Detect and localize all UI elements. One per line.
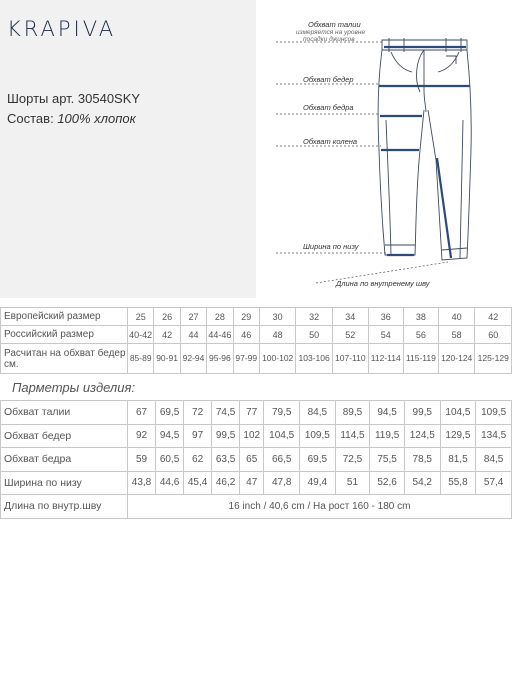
table-cell: 60,5 (156, 448, 184, 472)
table-cell: 40 (438, 308, 474, 326)
table-cell: 112-114 (368, 344, 403, 374)
table-cell: 50 (296, 326, 332, 344)
table-cell: 46,2 (212, 471, 240, 495)
table-cell: 75,5 (370, 448, 405, 472)
table-cell: 58 (438, 326, 474, 344)
table-cell: 63,5 (212, 448, 240, 472)
table-cell: 44 (180, 326, 206, 344)
table-cell: 60 (475, 326, 512, 344)
table-cell: 52,6 (370, 471, 405, 495)
table-cell: 109,5 (476, 401, 512, 425)
table-cell: 74,5 (212, 401, 240, 425)
label-hem: Ширина по низу (303, 242, 359, 251)
table-cell: 97-99 (233, 344, 259, 374)
table-cell: 25 (128, 308, 154, 326)
table-cell: 47 (240, 471, 264, 495)
row-label: Обхват бедра (1, 448, 128, 472)
table-cell: 107-110 (332, 344, 368, 374)
label-thigh: Обхват бедра (303, 103, 354, 112)
table-cell: 100-102 (259, 344, 295, 374)
table-row (1, 401, 512, 425)
table-cell: 45,4 (184, 471, 212, 495)
table-cell: 32 (296, 308, 332, 326)
table-cell: 97 (184, 424, 212, 448)
table-cell: 43,8 (128, 471, 156, 495)
table-cell: 29 (233, 308, 259, 326)
table-cell: 48 (259, 326, 295, 344)
table-cell: 44,6 (156, 471, 184, 495)
row-label: Российский размер (1, 326, 128, 344)
label-inseam: Длина по внутренему шву (336, 279, 430, 288)
label-knee: Обхват колена (303, 137, 358, 146)
table-row (1, 424, 512, 448)
table-cell: 57,4 (476, 471, 512, 495)
table-cell: 67 (128, 401, 156, 425)
table-cell: 56 (403, 326, 438, 344)
row-label: Ширина по низу (1, 471, 128, 495)
table-row (1, 326, 512, 344)
table-cell: 79,5 (264, 401, 300, 425)
table-cell: 84,5 (476, 448, 512, 472)
table-cell: 77 (240, 401, 264, 425)
table-cell: 95-96 (207, 344, 233, 374)
table-cell: 72,5 (335, 448, 370, 472)
table-cell: 65 (240, 448, 264, 472)
table-cell: 62 (184, 448, 212, 472)
row-label: Расчитан на обхват бедер см. (1, 344, 128, 374)
table-cell: 134,5 (476, 424, 512, 448)
table-row-inseam (1, 495, 512, 519)
table-cell: 34 (332, 308, 368, 326)
table-cell: 120-124 (438, 344, 474, 374)
table-cell: 47,8 (264, 471, 300, 495)
composition-label: Состав: (7, 111, 54, 126)
inseam-value: 16 inch / 40,6 cm / На рост 160 - 180 cm (128, 495, 512, 519)
jeans-diagram (256, 0, 512, 298)
table-cell: 92 (128, 424, 156, 448)
size-table (0, 307, 512, 374)
table-cell: 42 (475, 308, 512, 326)
label-hips: Обхват бедер (303, 75, 354, 84)
table-cell: 51 (335, 471, 370, 495)
table-cell: 36 (368, 308, 403, 326)
composition (7, 111, 136, 126)
table-cell: 99,5 (212, 424, 240, 448)
product-title: Шорты арт. 30540SKY (7, 91, 141, 106)
table-cell: 92-94 (180, 344, 206, 374)
table-cell: 44-46 (207, 326, 233, 344)
table-cell: 81,5 (440, 448, 476, 472)
table-cell: 52 (332, 326, 368, 344)
row-label: Европейский размер (1, 308, 128, 326)
table-cell: 129,5 (440, 424, 476, 448)
table-cell: 104,5 (440, 401, 476, 425)
composition-value: 100% хлопок (57, 111, 136, 126)
label-waist-note1: измеряется на уровне (296, 29, 366, 36)
table-cell: 78,5 (404, 448, 440, 472)
table-cell: 109,5 (300, 424, 336, 448)
table-cell: 40-42 (128, 326, 154, 344)
table-cell: 54 (368, 326, 403, 344)
table-cell: 38 (403, 308, 438, 326)
params-title: Парметры изделия: (12, 380, 136, 395)
table-cell: 42 (154, 326, 180, 344)
table-cell: 114,5 (335, 424, 370, 448)
row-label: Длина по внутр.шву (1, 495, 128, 519)
table-cell: 55,8 (440, 471, 476, 495)
table-cell: 69,5 (300, 448, 336, 472)
table-cell: 54,2 (404, 471, 440, 495)
table-cell: 94,5 (156, 424, 184, 448)
table-cell: 46 (233, 326, 259, 344)
table-cell: 103-106 (296, 344, 332, 374)
label-waist-note2: посадки джинсов (303, 36, 355, 43)
info-panel (0, 0, 256, 298)
table-cell: 104,5 (264, 424, 300, 448)
table-cell: 85-89 (128, 344, 154, 374)
table-row (1, 448, 512, 472)
brand-logo: KRAPIVA (7, 17, 117, 41)
table-row (1, 471, 512, 495)
table-cell: 30 (259, 308, 295, 326)
table-cell: 84,5 (300, 401, 336, 425)
table-cell: 90-91 (154, 344, 180, 374)
table-cell: 119,5 (370, 424, 405, 448)
row-label: Обхват бедер (1, 424, 128, 448)
row-label: Обхват талии (1, 401, 128, 425)
table-cell: 89,5 (335, 401, 370, 425)
table-cell: 26 (154, 308, 180, 326)
table-cell: 94,5 (370, 401, 405, 425)
table-cell: 59 (128, 448, 156, 472)
table-cell: 99,5 (404, 401, 440, 425)
table-cell: 125-129 (475, 344, 512, 374)
table-cell: 72 (184, 401, 212, 425)
table-cell: 49,4 (300, 471, 336, 495)
table-row (1, 344, 512, 374)
label-waist: Обхват талии (308, 20, 361, 29)
table-cell: 115-119 (403, 344, 438, 374)
table-row (1, 308, 512, 326)
table-cell: 66,5 (264, 448, 300, 472)
table-cell: 124,5 (404, 424, 440, 448)
table-cell: 102 (240, 424, 264, 448)
table-cell: 28 (207, 308, 233, 326)
table-cell: 69,5 (156, 401, 184, 425)
params-table (0, 400, 512, 519)
table-cell: 27 (180, 308, 206, 326)
